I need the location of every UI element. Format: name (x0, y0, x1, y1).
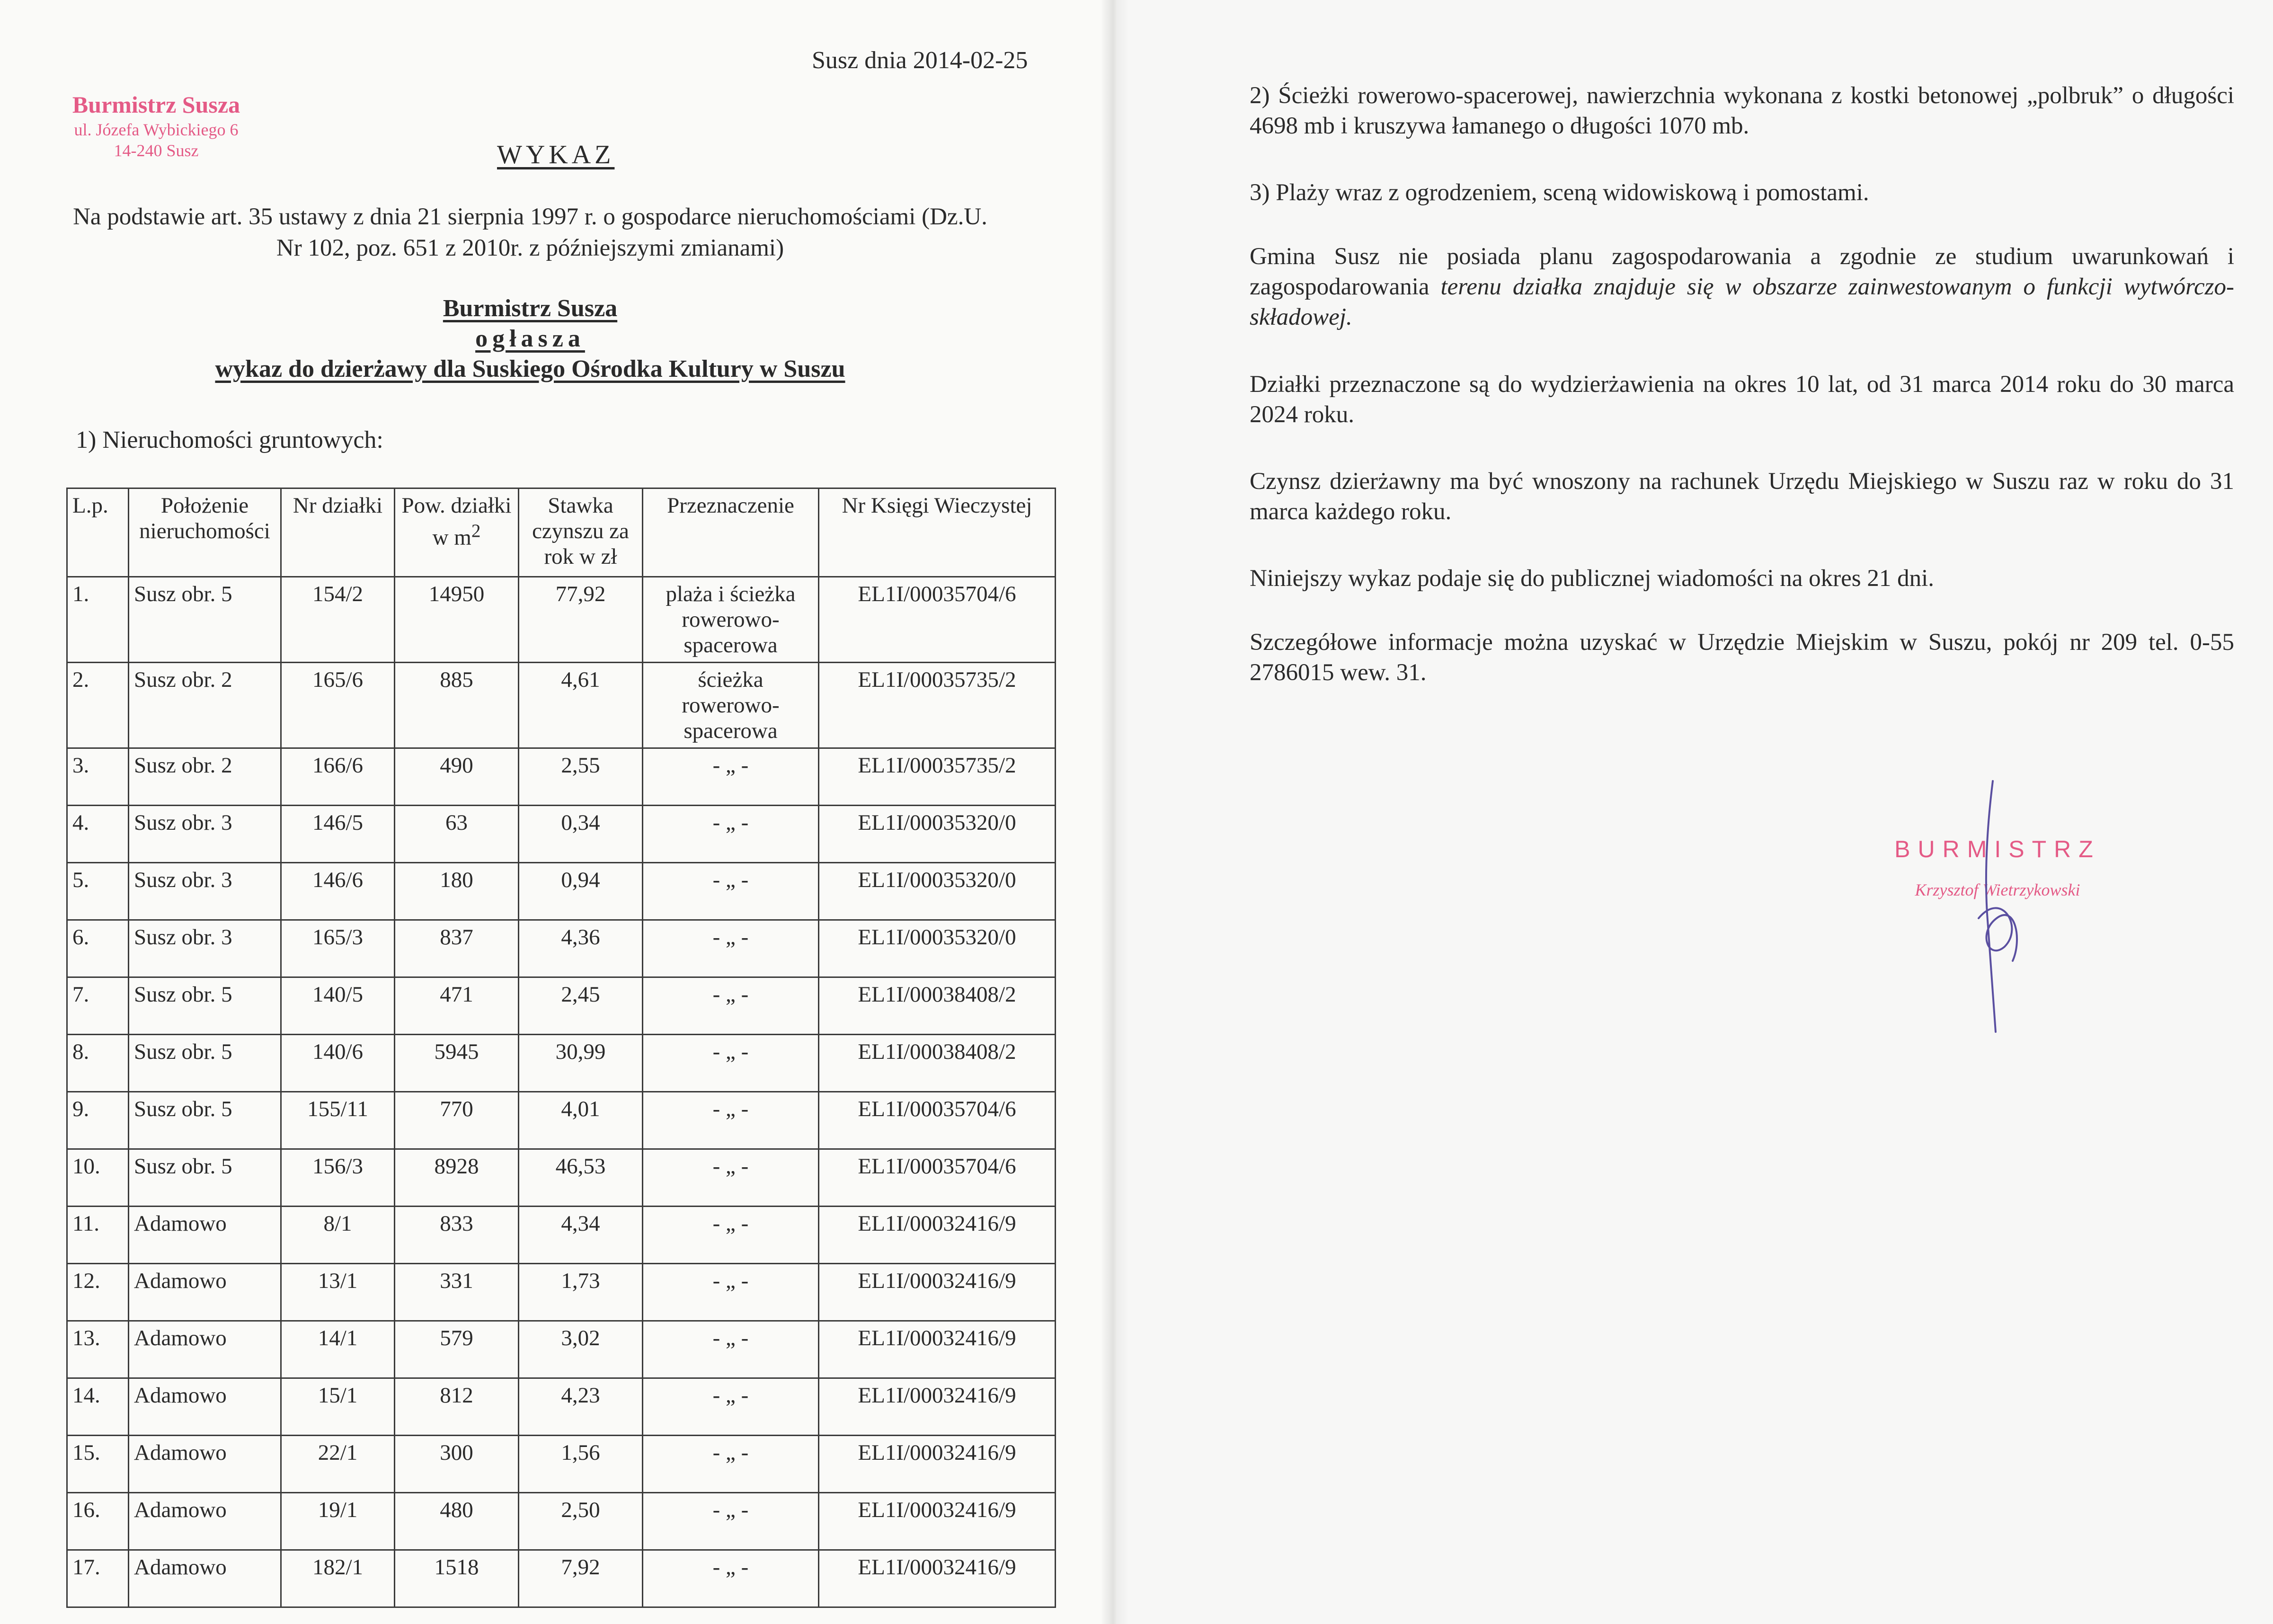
announcement-heading (66, 293, 994, 384)
header-plot-no: Nr działki (281, 488, 395, 577)
cell-location: Susz obr. 3 (129, 806, 281, 863)
cell-location: Susz obr. 2 (129, 663, 281, 748)
mayor-role: BURMISTRZ (1894, 836, 2101, 862)
cell-lp: 4. (67, 806, 129, 863)
cell-purpose: - „ - (643, 1321, 819, 1378)
cell-location: Adamowo (129, 1321, 281, 1378)
cell-area: 833 (395, 1207, 519, 1264)
table-row (67, 1321, 1056, 1378)
cell-rate: 77,92 (519, 577, 643, 663)
cell-area: 8928 (395, 1149, 519, 1207)
cell-plot-no: 165/6 (281, 663, 395, 748)
cell-area: 579 (395, 1321, 519, 1378)
section-heading: 1) Nieruchomości gruntowych: (76, 426, 383, 453)
cell-plot-no: 8/1 (281, 1207, 395, 1264)
cell-land-register: EL1I/00032416/9 (819, 1264, 1056, 1321)
document-title: WYKAZ (497, 140, 615, 169)
cell-location: Adamowo (129, 1436, 281, 1493)
cell-purpose: - „ - (643, 806, 819, 863)
cell-land-register: EL1I/00032416/9 (819, 1207, 1056, 1264)
cell-location: Susz obr. 5 (129, 977, 281, 1035)
paragraph-2: 2) Ścieżki rowerowo-spacerowej, nawierzchnia wykonana z kostki betonowej „polbruk” o długości 4698 mb i kruszywa łamanego o długości 1070 mb. (1250, 82, 2234, 139)
cell-location: Adamowo (129, 1378, 281, 1436)
cell-plot-no: 166/6 (281, 748, 395, 806)
cell-location: Susz obr. 3 (129, 920, 281, 977)
cell-rate: 46,53 (519, 1149, 643, 1207)
handwritten-signature (1922, 776, 2073, 1041)
stamp-postal: 14-240 Susz (114, 141, 199, 160)
stamp-title: Burmistrz Susza (72, 91, 240, 118)
cell-land-register: EL1I/00032416/9 (819, 1493, 1056, 1550)
cell-location: Susz obr. 5 (129, 577, 281, 663)
cell-area: 14950 (395, 577, 519, 663)
cell-land-register: EL1I/00032416/9 (819, 1436, 1056, 1493)
cell-area: 885 (395, 663, 519, 748)
header-area (395, 488, 519, 577)
table-row (67, 1207, 1056, 1264)
cell-area: 300 (395, 1436, 519, 1493)
cell-plot-no: 146/5 (281, 806, 395, 863)
document-date: Susz dnia 2014-02-25 (812, 47, 1028, 74)
cell-location: Susz obr. 2 (129, 748, 281, 806)
cell-rate: 7,92 (519, 1550, 643, 1607)
cell-location: Adamowo (129, 1207, 281, 1264)
cell-plot-no: 15/1 (281, 1378, 395, 1436)
cell-rate: 1,56 (519, 1436, 643, 1493)
cell-area: 490 (395, 748, 519, 806)
cell-purpose: - „ - (643, 1493, 819, 1550)
table-row (67, 663, 1056, 748)
cell-land-register: EL1I/00032416/9 (819, 1321, 1056, 1378)
cell-purpose: - „ - (643, 1207, 819, 1264)
cell-purpose: - „ - (643, 1436, 819, 1493)
cell-land-register: EL1I/00032416/9 (819, 1378, 1056, 1436)
cell-rate: 2,55 (519, 748, 643, 806)
cell-purpose: ścieżka rowerowo-spacerowa (643, 663, 819, 748)
header-area-sup: 2 (471, 521, 481, 541)
cell-area: 471 (395, 977, 519, 1035)
cell-land-register: EL1I/00035320/0 (819, 863, 1056, 920)
cell-land-register: EL1I/00035735/2 (819, 748, 1056, 806)
cell-rate: 4,36 (519, 920, 643, 977)
cell-plot-no: 140/5 (281, 977, 395, 1035)
authority-name: Burmistrz Susza (443, 295, 618, 322)
cell-land-register: EL1I/00035320/0 (819, 806, 1056, 863)
cell-lp: 9. (67, 1092, 129, 1149)
cell-rate: 0,94 (519, 863, 643, 920)
cell-area: 812 (395, 1378, 519, 1436)
cell-purpose: - „ - (643, 1092, 819, 1149)
cell-plot-no: 14/1 (281, 1321, 395, 1378)
cell-area: 770 (395, 1092, 519, 1149)
cell-rate: 4,01 (519, 1092, 643, 1149)
cell-area: 180 (395, 863, 519, 920)
cell-purpose: - „ - (643, 1264, 819, 1321)
cell-rate: 4,34 (519, 1207, 643, 1264)
table-header-row (67, 488, 1056, 577)
cell-lp: 12. (67, 1264, 129, 1321)
paragraph-contact: Szczegółowe informacje można uzyskać w Urzędzie Miejskim w Suszu, pokój nr 209 tel. 0-55 2786015 wew. 31. (1250, 629, 2234, 686)
paragraph-zoning (1250, 241, 2234, 332)
cell-lp: 6. (67, 920, 129, 977)
cell-purpose: - „ - (643, 920, 819, 977)
cell-lp: 1. (67, 577, 129, 663)
zoning-text: Gmina Susz nie posiada planu zagospodarowania a zgodnie ze studium uwarunkowań i zagospodarowania (1250, 243, 2234, 300)
table-row (67, 1092, 1056, 1149)
cell-lp: 17. (67, 1550, 129, 1607)
cell-purpose: plaża i ścieżka rowerowo-spacerowa (643, 577, 819, 663)
cell-location: Susz obr. 5 (129, 1035, 281, 1092)
cell-area: 5945 (395, 1035, 519, 1092)
cell-land-register: EL1I/00032416/9 (819, 1550, 1056, 1607)
cell-purpose: - „ - (643, 863, 819, 920)
cell-location: Adamowo (129, 1264, 281, 1321)
cell-rate: 2,45 (519, 977, 643, 1035)
cell-land-register: EL1I/00035320/0 (819, 920, 1056, 977)
cell-purpose: - „ - (643, 1550, 819, 1607)
announces-word: ogłasza (475, 325, 585, 352)
cell-plot-no: 22/1 (281, 1436, 395, 1493)
cell-location: Susz obr. 3 (129, 863, 281, 920)
cell-lp: 3. (67, 748, 129, 806)
cell-rate: 2,50 (519, 1493, 643, 1550)
header-location: Położenie nieruchomości (129, 488, 281, 577)
header-lp: L.p. (67, 488, 129, 577)
office-stamp (45, 90, 267, 161)
cell-plot-no: 140/6 (281, 1035, 395, 1092)
cell-purpose: - „ - (643, 1035, 819, 1092)
cell-location: Susz obr. 5 (129, 1149, 281, 1207)
cell-rate: 1,73 (519, 1264, 643, 1321)
cell-land-register: EL1I/00038408/2 (819, 1035, 1056, 1092)
cell-location: Susz obr. 5 (129, 1092, 281, 1149)
cell-location: Adamowo (129, 1550, 281, 1607)
cell-land-register: EL1I/00038408/2 (819, 977, 1056, 1035)
cell-plot-no: 165/3 (281, 920, 395, 977)
cell-lp: 11. (67, 1207, 129, 1264)
paragraph-rent: Czynsz dzierżawny ma być wnoszony na rachunek Urzędu Miejskiego w Suszu raz w roku do 31 marca każdego roku. (1250, 468, 2234, 525)
table-row (67, 1264, 1056, 1321)
cell-plot-no: 154/2 (281, 577, 395, 663)
cell-lp: 16. (67, 1493, 129, 1550)
cell-rate: 0,34 (519, 806, 643, 863)
cell-plot-no: 156/3 (281, 1149, 395, 1207)
cell-area: 480 (395, 1493, 519, 1550)
cell-lp: 13. (67, 1321, 129, 1378)
cell-land-register: EL1I/00035704/6 (819, 1092, 1056, 1149)
plots-table-body (67, 577, 1056, 1607)
cell-area: 837 (395, 920, 519, 977)
cell-land-register: EL1I/00035704/6 (819, 577, 1056, 663)
header-land-register: Nr Księgi Wieczystej (819, 488, 1056, 577)
paragraph-3: 3) Plaży wraz z ogrodzeniem, sceną widowiskową i pomostami. (1250, 179, 1869, 206)
cell-lp: 2. (67, 663, 129, 748)
table-row (67, 748, 1056, 806)
cell-lp: 10. (67, 1149, 129, 1207)
cell-purpose: - „ - (643, 1378, 819, 1436)
announcement-subject: wykaz do dzierżawy dla Suskiego Ośrodka Kultury w Suszu (215, 355, 845, 382)
cell-plot-no: 155/11 (281, 1092, 395, 1149)
cell-land-register: EL1I/00035704/6 (819, 1149, 1056, 1207)
table-row (67, 1436, 1056, 1493)
cell-area: 63 (395, 806, 519, 863)
stamp-street: ul. Józefa Wybickiego 6 (74, 120, 239, 139)
cell-plot-no: 19/1 (281, 1493, 395, 1550)
cell-lp: 7. (67, 977, 129, 1035)
table-row (67, 920, 1056, 977)
legal-basis: Na podstawie art. 35 ustawy z dnia 21 sierpnia 1997 r. o gospodarce nieruchomościami (Dz.U. Nr 102, poz. 651 z 2010r. z późniejszymi zmianami) (73, 204, 987, 261)
header-purpose: Przeznaczenie (643, 488, 819, 577)
cell-area: 331 (395, 1264, 519, 1321)
zoning-italic: terenu działka znajduje się w obszarze zainwestowanym o funkcji wytwórczo-składowej. (1250, 274, 2234, 330)
cell-rate: 30,99 (519, 1035, 643, 1092)
paragraph-publication: Niniejszy wykaz podaje się do publicznej wiadomości na okres 21 dni. (1250, 565, 1935, 592)
cell-lp: 8. (67, 1035, 129, 1092)
cell-purpose: - „ - (643, 977, 819, 1035)
cell-plot-no: 146/6 (281, 863, 395, 920)
page-gutter (1101, 0, 1129, 1624)
cell-rate: 3,02 (519, 1321, 643, 1378)
cell-land-register: EL1I/00035735/2 (819, 663, 1056, 748)
cell-location: Adamowo (129, 1493, 281, 1550)
table-row (67, 977, 1056, 1035)
table-row (67, 1378, 1056, 1436)
table-row (67, 1035, 1056, 1092)
plots-table (66, 488, 1056, 1608)
cell-area: 1518 (395, 1550, 519, 1607)
table-row (67, 577, 1056, 663)
cell-purpose: - „ - (643, 748, 819, 806)
cell-plot-no: 13/1 (281, 1264, 395, 1321)
paragraph-lease-period: Działki przeznaczone są do wydzierżawienia na okres 10 lat, od 31 marca 2014 roku do 30 marca 2024 roku. (1250, 371, 2234, 428)
table-row (67, 1550, 1056, 1607)
cell-plot-no: 182/1 (281, 1550, 395, 1607)
mayor-name: Krzysztof Wietrzykowski (1915, 880, 2080, 899)
cell-lp: 5. (67, 863, 129, 920)
table-row (67, 806, 1056, 863)
header-rate: Stawka czynszu za rok w zł (519, 488, 643, 577)
cell-lp: 15. (67, 1436, 129, 1493)
signature-stroke (1979, 781, 2017, 1032)
cell-rate: 4,23 (519, 1378, 643, 1436)
table-row (67, 1493, 1056, 1550)
table-row (67, 863, 1056, 920)
cell-rate: 4,61 (519, 663, 643, 748)
cell-lp: 14. (67, 1378, 129, 1436)
header-area-text: Pow. działki w m (401, 493, 512, 550)
cell-purpose: - „ - (643, 1149, 819, 1207)
table-row (67, 1149, 1056, 1207)
